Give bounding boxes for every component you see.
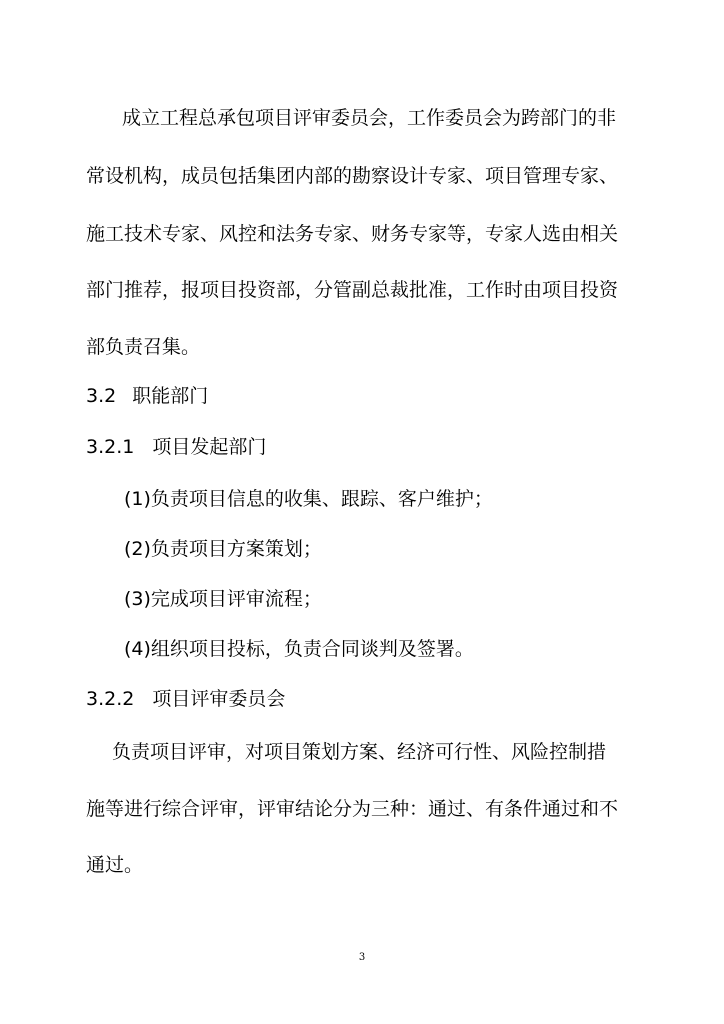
section-title: 项目发起部门 — [152, 436, 267, 458]
paragraph-line: 施工技术专家、风控和法务专家、财务专家等，专家人选由相关 — [86, 223, 619, 245]
section-heading-3-2 — [86, 384, 208, 408]
paragraph-line: 负责项目评审，对项目策划方案、经济可行性、风险控制措 — [112, 741, 607, 763]
page-number: 3 — [358, 952, 366, 963]
paragraph-line: 部门推荐，报项目投资部，分管副总裁批准，工作时由项目投资 — [86, 279, 619, 301]
section-number: 3.2 — [86, 385, 117, 407]
section-heading-3-2-2 — [86, 687, 285, 711]
list-item: (4)组织项目投标，负责合同谈判及签署。 — [124, 638, 474, 660]
section-heading-3-2-1 — [86, 435, 266, 459]
paragraph-line: 施等进行综合评审，评审结论分为三种：通过、有条件通过和不 — [86, 798, 619, 820]
section-number: 3.2.1 — [86, 436, 135, 458]
section-number: 3.2.2 — [86, 688, 135, 710]
section-title: 项目评审委员会 — [152, 688, 286, 710]
paragraph-line: 常设机构，成员包括集团内部的勘察设计专家、项目管理专家、 — [86, 165, 619, 187]
paragraph-line: 通过。 — [86, 854, 144, 876]
list-item: (3)完成项目评审流程； — [124, 588, 322, 610]
list-item: (1)负责项目信息的收集、跟踪、客户维护； — [124, 488, 493, 510]
section-title: 职能部门 — [132, 385, 209, 407]
paragraph-line: 成立工程总承包项目评审委员会，工作委员会为跨部门的非 — [122, 107, 617, 129]
list-item: (2)负责项目方案策划； — [124, 538, 322, 560]
paragraph-line: 部负责召集。 — [86, 336, 201, 358]
